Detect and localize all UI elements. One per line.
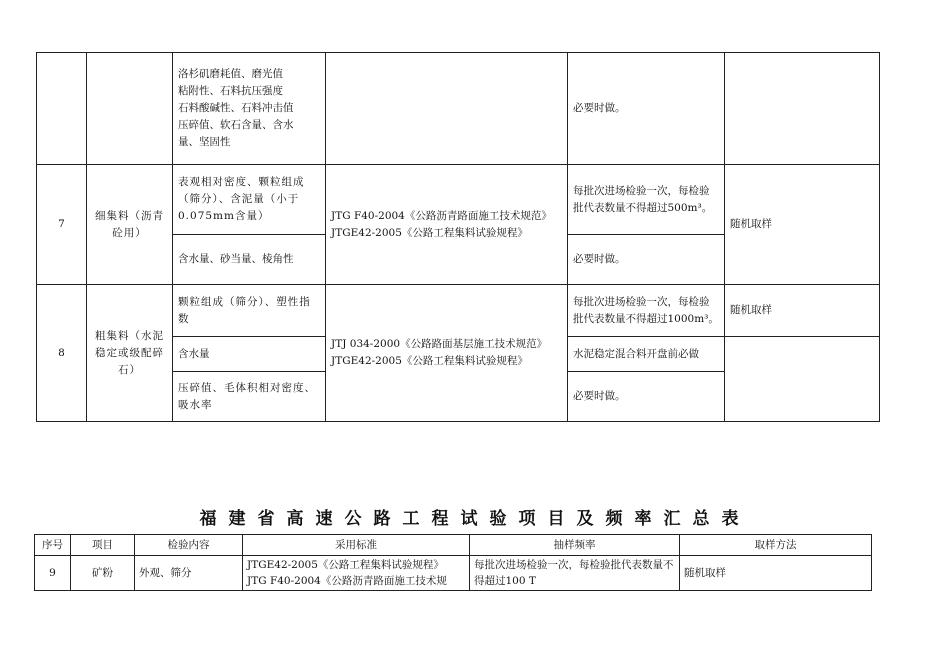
standard-cell bbox=[326, 53, 568, 165]
item-cell: 矿粉 bbox=[71, 556, 135, 591]
content-cell: 颗粒组成（筛分）、塑性指数 bbox=[173, 285, 326, 337]
header-method: 取样方法 bbox=[680, 535, 872, 556]
item-cell: 粗集料（水泥稳定或级配碎石） bbox=[87, 285, 173, 422]
table-row bbox=[37, 53, 880, 165]
table-row bbox=[37, 165, 880, 235]
standard-cell bbox=[243, 556, 470, 591]
standard-line: JTG F40-2004《公路沥青路面施工技术规范》 bbox=[331, 209, 552, 222]
row-number-cell: 8 bbox=[37, 285, 87, 422]
test-items-summary-table bbox=[34, 534, 872, 591]
page-title: 福建省高速公路工程试验项目及频率汇总表 bbox=[199, 509, 751, 529]
standard-line: JTGE42-2005《公路工程集料试验规程》 bbox=[331, 226, 528, 239]
method-cell: 随机取样 bbox=[680, 556, 872, 591]
frequency-cell: 水泥稳定混合料开盘前必做 bbox=[568, 337, 725, 372]
table-row bbox=[35, 556, 872, 591]
header-standard: 采用标准 bbox=[243, 535, 470, 556]
content-cell: 外观、筛分 bbox=[135, 556, 243, 591]
frequency-cell: 每批次进场检验一次，每检验批代表数量不得超过1000m³。 bbox=[568, 285, 725, 337]
header-content: 检验内容 bbox=[135, 535, 243, 556]
method-cell bbox=[725, 53, 880, 165]
content-cell: 表观相对密度、颗粒组成（筛分）、含泥量（小于0.075mm含量） bbox=[173, 165, 326, 235]
header-item: 项目 bbox=[71, 535, 135, 556]
row-number-cell: 9 bbox=[35, 556, 71, 591]
method-cell: 随机取样 bbox=[725, 165, 880, 285]
table-header-row bbox=[35, 535, 872, 556]
frequency-cell: 必要时做。 bbox=[568, 372, 725, 422]
standard-line: JTJ 034-2000《公路路面基层施工技术规范》 bbox=[331, 338, 548, 350]
item-cell bbox=[87, 53, 173, 165]
frequency-cell: 必要时做。 bbox=[568, 53, 725, 165]
content-line: 量、坚固性 bbox=[178, 136, 231, 148]
standard-line: JTG F40-2004《公路沥青路面施工技术规 bbox=[247, 575, 447, 587]
item-cell: 细集料（沥青砼用） bbox=[87, 165, 173, 285]
method-cell bbox=[725, 337, 880, 422]
method-cell: 随机取样 bbox=[725, 285, 880, 337]
standard-cell bbox=[326, 285, 568, 422]
row-number-cell bbox=[37, 53, 87, 165]
header-frequency: 抽样频率 bbox=[470, 535, 680, 556]
frequency-cell: 必要时做。 bbox=[568, 235, 725, 285]
content-line: 石料酸碱性、石料冲击值 bbox=[178, 102, 294, 114]
row-number-cell: 7 bbox=[37, 165, 87, 285]
frequency-cell: 每批次进场检验一次，每检验批代表数量不得超过500m³。 bbox=[568, 165, 725, 235]
standard-line: JTGE42-2005《公路工程集料试验规程》 bbox=[247, 559, 444, 571]
content-cell: 含水量、砂当量、棱角性 bbox=[173, 235, 326, 285]
standard-cell bbox=[326, 165, 568, 285]
content-line: 洛杉矶磨耗值、磨光值 bbox=[178, 68, 283, 80]
content-line: 粘附性、石料抗压强度 bbox=[178, 85, 283, 97]
content-line: 压碎值、软石含量、含水 bbox=[178, 119, 294, 131]
standard-line: JTGE42-2005《公路工程集料试验规程》 bbox=[331, 355, 528, 367]
test-items-table-continued bbox=[36, 52, 880, 422]
table-row bbox=[37, 285, 880, 337]
header-number: 序号 bbox=[35, 535, 71, 556]
content-cell: 含水量 bbox=[173, 337, 326, 372]
frequency-cell: 每批次进场检验一次，每检验批代表数量不得超过100 T bbox=[470, 556, 680, 591]
content-cell bbox=[173, 53, 326, 165]
content-cell: 压碎值、毛体积相对密度、吸水率 bbox=[173, 372, 326, 422]
